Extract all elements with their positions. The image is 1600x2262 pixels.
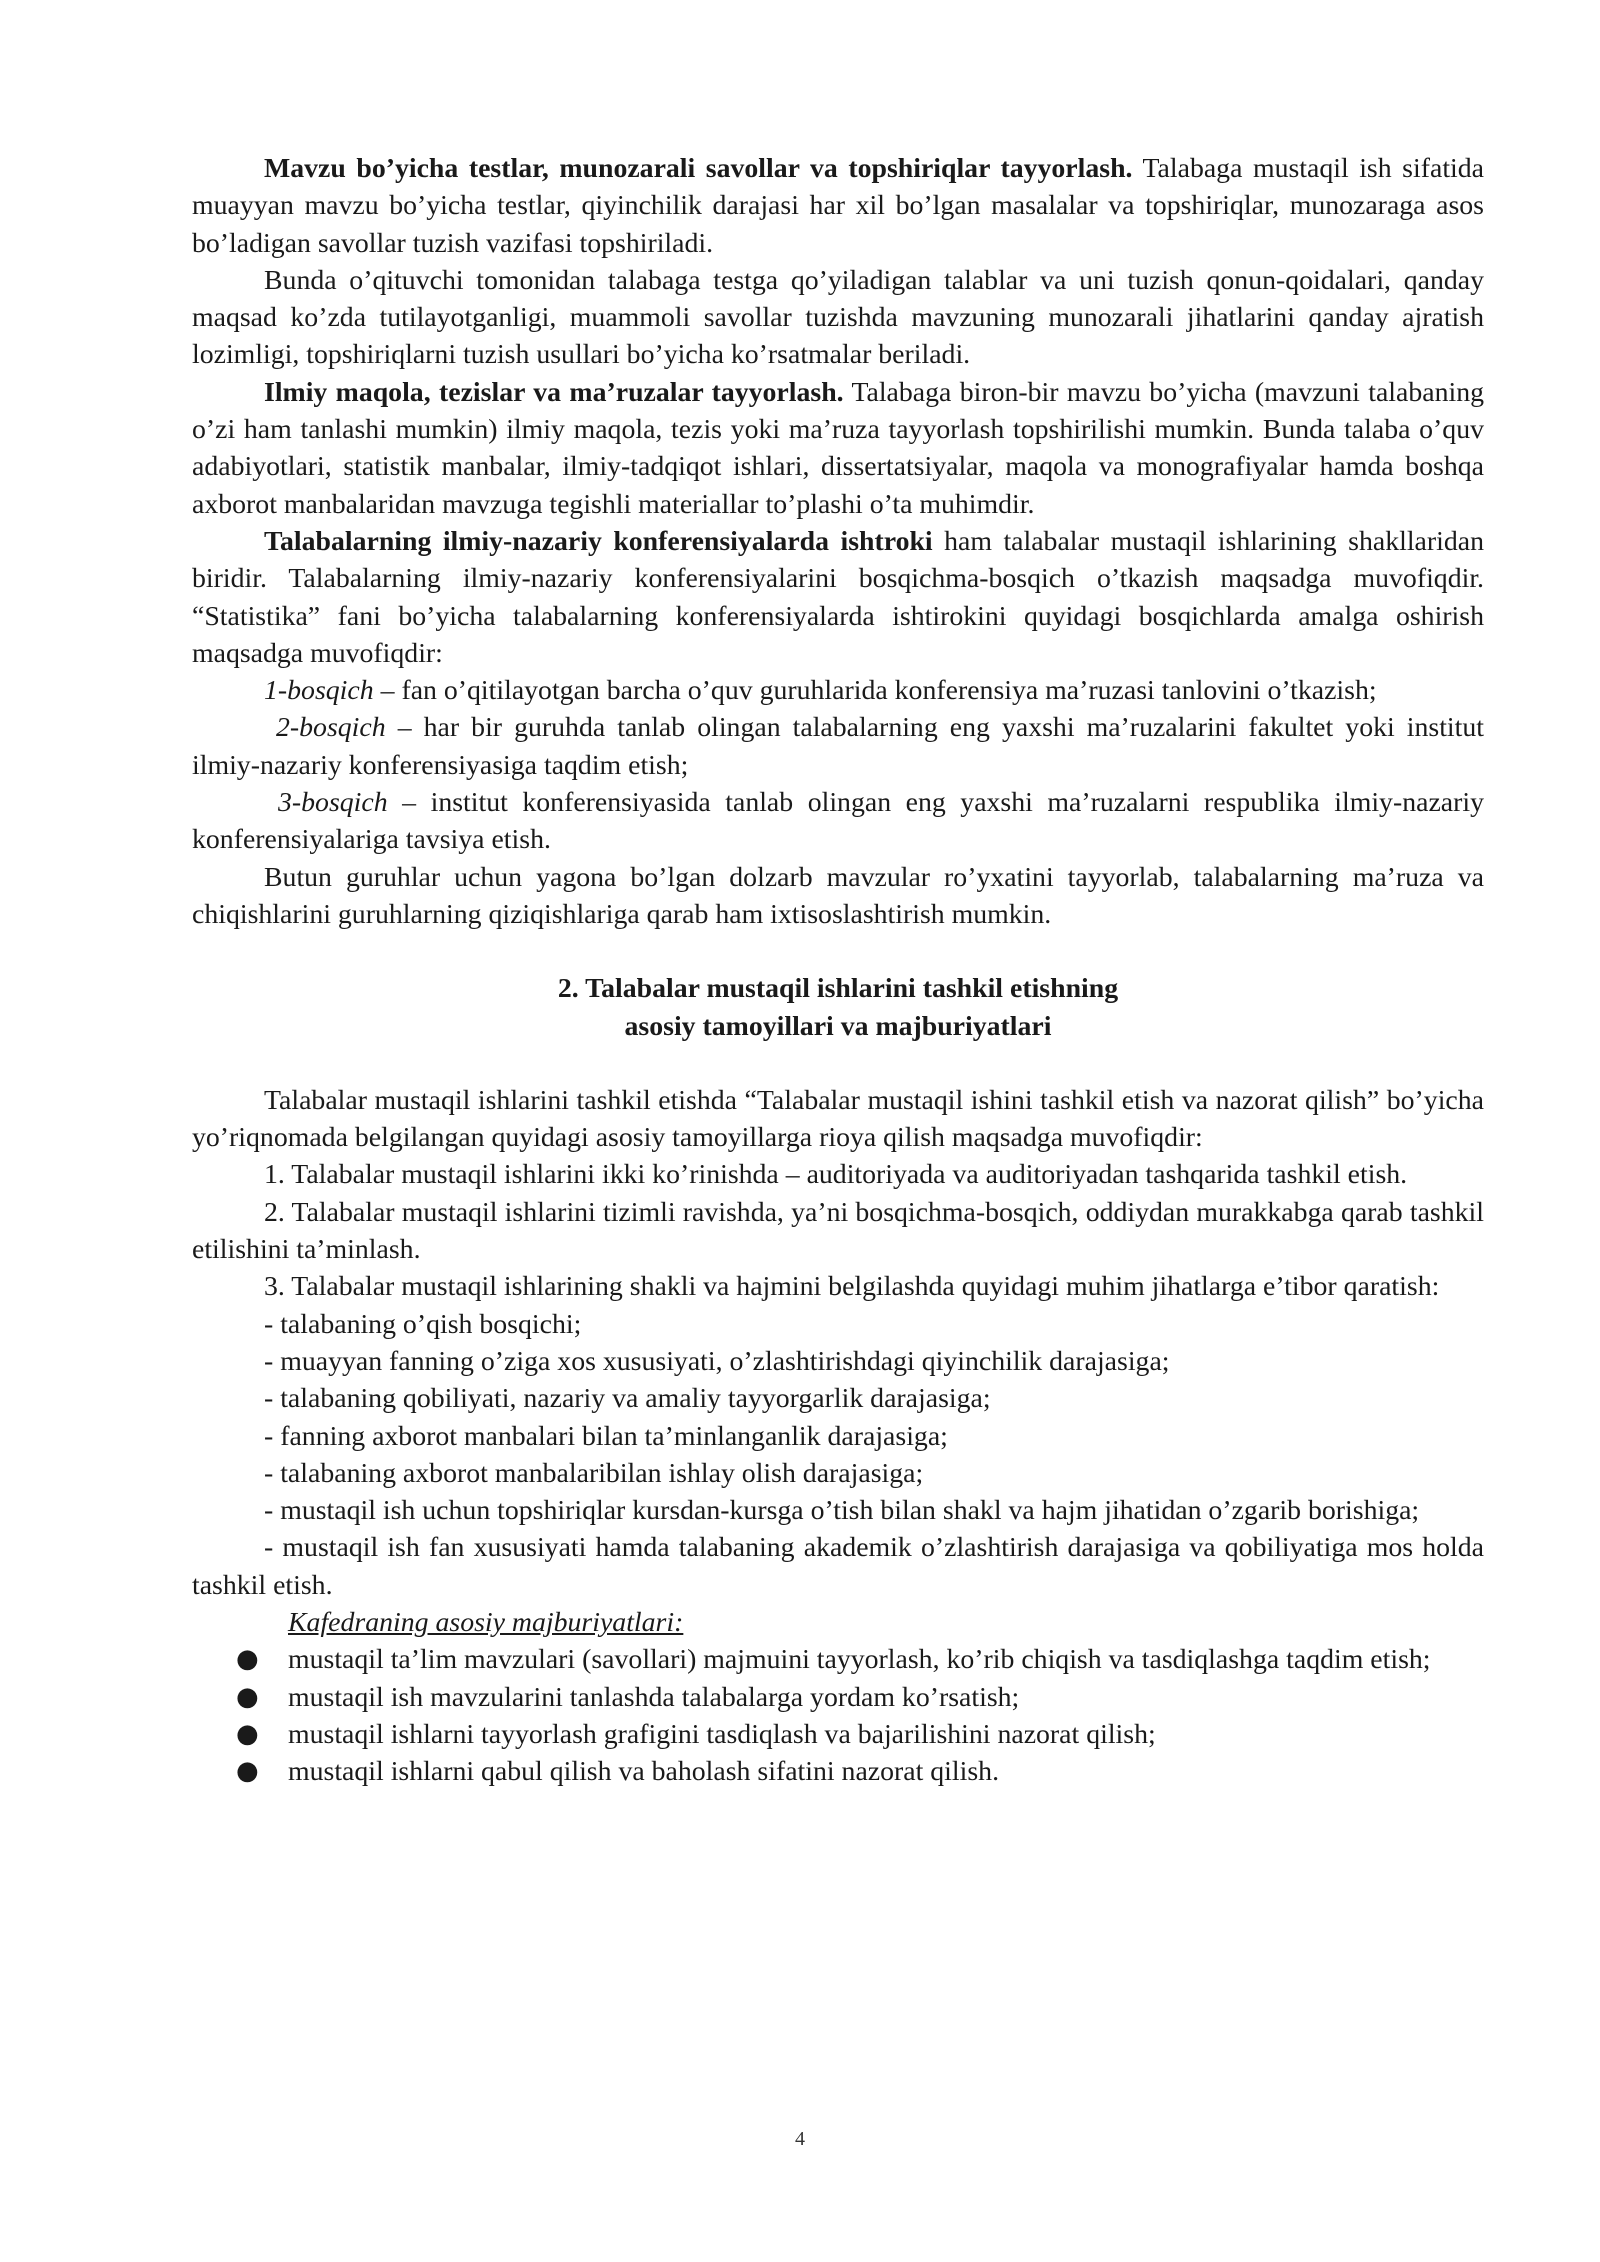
duty-text: mustaqil ishlarni tayyorlash grafigini tasdiqlash va bajarilishini nazorat qilish; bbox=[288, 1718, 1156, 1750]
paragraph-articles bbox=[192, 374, 1484, 523]
paragraph-principles-intro: Talabalar mustaqil ishlarini tashkil etishda “Talabalar mustaqil ishini tashkil etish va nazorat qilish” bo’yicha yo’riqnomada belgilangan quyidagi asosiy tamoyillarga rioya qilish maqsadga muvofiqdir: bbox=[192, 1084, 1484, 1154]
bullet-icon: ● bbox=[236, 1718, 259, 1749]
criteria-item: - mustaqil ish uchun topshiriqlar kursdan-kursga o’tish bilan shakl va hajm jihatidan o’zgarib borishiga; bbox=[264, 1495, 1420, 1527]
stage-item bbox=[192, 784, 1484, 859]
bullet-icon: ● bbox=[236, 1681, 259, 1712]
paragraph-conferences-heading: Talabalarning ilmiy-nazariy konferensiyalarda ishtroki bbox=[264, 525, 933, 557]
paragraph-articles-heading: Ilmiy maqola, tezislar va ma’ruzalar tayyorlash. bbox=[264, 376, 844, 408]
duty-item bbox=[192, 1679, 1484, 1716]
criteria-item: - muayyan fanning o’ziga xos xususiyati, o’zlashtirishdagi qiyinchilik darajasiga; bbox=[264, 1345, 1170, 1377]
stage-text: – fan o’qitilayotgan barcha o’quv guruhlarida konferensiya ma’ruzasi tanlovini o’tkazish; bbox=[373, 675, 1377, 707]
stage-item bbox=[192, 709, 1484, 784]
duty-item bbox=[192, 1716, 1484, 1753]
duty-item bbox=[192, 1641, 1484, 1678]
criteria-item: - talabaning qobiliyati, nazariy va amaliy tayyorgarlik darajasiga; bbox=[264, 1383, 991, 1415]
duty-item bbox=[192, 1753, 1484, 1790]
page-number: 4 bbox=[795, 2128, 805, 2150]
principle-item: 1. Talabalar mustaqil ishlarini ikki ko’rinishda – auditoriyada va auditoriyadan tashqarida tashkil etish. bbox=[264, 1159, 1408, 1191]
stage-item bbox=[192, 672, 1484, 709]
section-heading-line: 2. Talabalar mustaqil ishlarini tashkil etishning bbox=[557, 973, 1119, 1005]
section-heading-line: asosiy tamoyillari va majburiyatlari bbox=[624, 1010, 1052, 1042]
duty-text: mustaqil ishlarni qabul qilish va baholash sifatini nazorat qilish. bbox=[288, 1756, 1000, 1788]
paragraph-conferences-text: ham talabalar mustaqil ishlarining shakllaridan biridir. Talabalarning ilmiy-nazariy konferensiyalarini bosqichma-bosqich o’tkazish maqsadga muvofiqdir. “Statistika” fani bo’yicha talabalarning konferensiyalarda ishtirokini quyidagi bosqichlarda amalga oshirish maqsadga muvofiqdir: bbox=[192, 525, 1484, 669]
paragraph-tests-heading: Mavzu bo’yicha testlar, munozarali savollar va topshiriqlar tayyorlash. bbox=[264, 153, 1133, 184]
duty-text: mustaqil ish mavzularini tanlashda talabalarga yordam ko’rsatish; bbox=[288, 1681, 1020, 1713]
bullet-icon: ● bbox=[236, 1756, 259, 1787]
duties-title: Kafedraning asosiy majburiyatlari: bbox=[288, 1606, 684, 1638]
section-heading bbox=[192, 970, 1484, 1045]
criteria-item: - talabaning axborot manbalaribilan ishlay olish darajasiga; bbox=[264, 1457, 924, 1489]
principle-item: 2. Talabalar mustaqil ishlarini tizimli ravishda, ya’ni bosqichma-bosqich, oddiydan murakkabga qarab tashkil etilishini ta’minlash. bbox=[192, 1196, 1484, 1266]
criteria-item: - mustaqil ish fan xususiyati hamda talabaning akademik o’zlashtirish darajasiga va qobiliyatiga mos holda tashkil etish. bbox=[192, 1532, 1484, 1601]
stage-label: 1-bosqich bbox=[264, 675, 374, 707]
paragraph-topics-list: Butun guruhlar uchun yagona bo’lgan dolzarb mavzular ro’yxatini tayyorlab, talabalarning ma’ruza va chiqishlarini guruhlarning qiziqishlariga qarab ham ixtisoslashtirish mumkin. bbox=[192, 861, 1484, 930]
paragraph-conferences bbox=[192, 523, 1484, 672]
principle-item: 3. Talabalar mustaqil ishlarining shakli va hajmini belgilashda quyidagi muhim jihatlarga e’tibor qaratish: bbox=[264, 1271, 1440, 1303]
bullet-icon: ● bbox=[236, 1644, 259, 1675]
duty-text: mustaqil ta’lim mavzulari (savollari) majmuini tayyorlash, ko’rib chiqish va tasdiqlashga taqdim etish; bbox=[288, 1644, 1431, 1676]
stage-label: 2-bosqich bbox=[276, 712, 386, 744]
paragraph-articles-text: Talabaga biron-bir mavzu bo’yicha (mavzuni talabaning o’zi ham tanlashi mumkin) ilmiy maqola, tezis yoki ma’ruza tayyorlash topshirilishi mumkin. Bunda talaba o’quv adabiyotlari, statistik manbalar, ilmiy-tadqiqot ishlari, dissertatsiyalar, maqola va monografiyalar hamda boshqa axborot manbalaridan mavzuga tegishli materiallar to’plashi o’ta muhimdir. bbox=[192, 376, 1485, 520]
stage-text: – har bir guruhda tanlab olingan talabalarning eng yaxshi ma’ruzalarini fakultet yoki institut ilmiy-nazariy konferensiyasiga taqdim etish; bbox=[192, 712, 1484, 781]
paragraph-tests bbox=[192, 150, 1484, 262]
document-page bbox=[192, 150, 1484, 1790]
stage-text: – institut konferensiyasida tanlab olingan eng yaxshi ma’ruzalarni respublika ilmiy-nazariy konferensiyalariga tavsiya etish. bbox=[192, 787, 1484, 856]
criteria-item: - fanning axborot manbalari bilan ta’minlanganlik darajasiga; bbox=[264, 1420, 948, 1452]
paragraph-tests-text: Talabaga mustaqil ish sifatida muayyan mavzu bo’yicha testlar, qiyinchilik darajasi har xil bo’lgan masalalar va topshiriqlar, munozaraga asos bo’ladigan savollar tuzish vazifasi topshiriladi. bbox=[192, 153, 1484, 259]
stage-label: 3-bosqich bbox=[278, 787, 388, 819]
criteria-item: - talabaning o’qish bosqichi; bbox=[264, 1308, 582, 1340]
paragraph-teacher-guidance: Bunda o’qituvchi tomonidan talabaga testga qo’yiladigan talablar va uni tuzish qonun-qoidalari, qanday maqsad ko’zda tutilayotganligi, muammoli savollar tuzishda mavzuning munozarali jihatlarini qanday ajratish lozimligi, topshiriqlarni tuzish usullari bo’yicha ko’rsatmalar beriladi. bbox=[192, 264, 1484, 371]
